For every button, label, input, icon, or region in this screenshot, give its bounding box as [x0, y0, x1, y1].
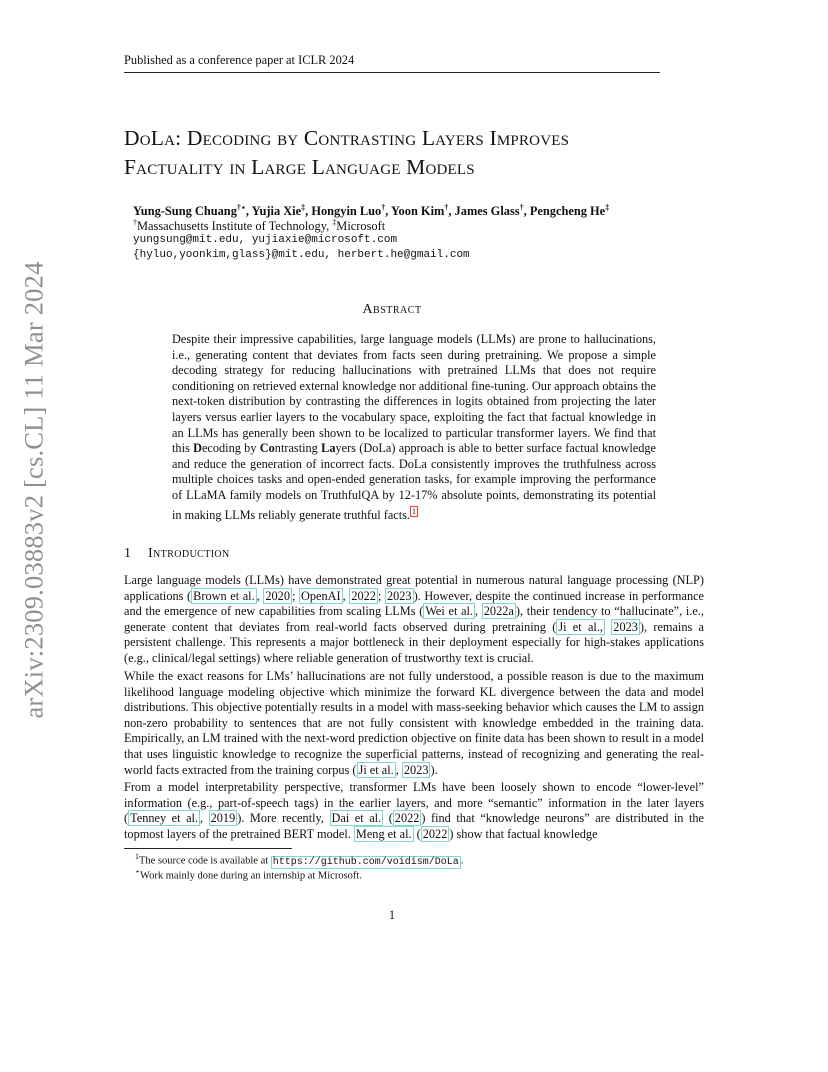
email-line-2: {hyluo,yoonkim,glass}@mit.edu, herbert.he@gmail.com	[133, 249, 470, 261]
abstract-body	[172, 332, 656, 523]
arxiv-stamp	[14, 261, 54, 719]
author-name: Yujia Xie	[251, 204, 302, 219]
author-mark: ‡	[301, 203, 306, 212]
affil-mark: †	[133, 218, 137, 227]
affil-mark: ‡	[332, 218, 337, 227]
citation-link[interactable]: Tenney et al.	[130, 811, 199, 826]
citation-link[interactable]: 2020	[265, 588, 290, 603]
paragraph-text: ), their tendency to “hallucinate”, i.e., generate content that deviates from real-world facts observed during pretraining (	[124, 604, 704, 634]
footnote-rule	[124, 848, 292, 849]
abstract-text: ntrasting	[274, 441, 322, 456]
author-mark: †	[381, 203, 386, 212]
footnote-link[interactable]: 1	[412, 506, 417, 516]
paragraph-text: ) find that “knowledge neurons” are distributed in the topmost layers of the pretrained BERT model.	[124, 811, 704, 841]
citation-link[interactable]: OpenAI	[301, 588, 341, 603]
title-line-2: Factuality in Large Language Models	[124, 155, 475, 179]
email-line-1: yungsung@mit.edu, yujiaxie@microsoft.com	[133, 234, 398, 246]
abstract-heading: Abstract	[362, 302, 422, 317]
author-name: James Glass	[454, 204, 520, 219]
arxiv-stamp-text: arXiv:2309.03883v2 [cs.CL] 11 Mar 2024	[18, 261, 49, 719]
citation-link[interactable]: 2019	[210, 811, 236, 826]
bold-letter: D	[193, 441, 202, 456]
citation-link[interactable]: 2023	[386, 588, 412, 603]
paper-title	[124, 124, 734, 182]
paragraph-text: ) show that factual knowledge	[449, 826, 598, 841]
author-mark: †⋆	[236, 203, 246, 212]
section-number: 1	[124, 546, 132, 561]
citation-link[interactable]: Dai et al.	[331, 811, 382, 826]
citation-link[interactable]: 2023	[613, 619, 638, 634]
paragraph-text: ,	[395, 762, 402, 777]
paragraph-text: ,	[475, 604, 482, 619]
affil-mit: Massachusetts Institute of Technology,	[137, 219, 333, 234]
paragraph-text: ), remains a persistent challenge. This represents a major bottleneck in their deployment especially for high-stakes applications (e.g., clinical/legal settings) where reliable generation of trustworthy text is crucial.	[124, 619, 705, 665]
footnote-text: The source code is available at	[139, 855, 271, 867]
citation-link[interactable]: Meng et al.	[355, 826, 412, 841]
paragraph-text: From a model interpretability perspective, transformer LMs have been loosely shown to encode “lower-level” information (e.g., part-of-speech tags) in the earlier layers, and more “semantic” information in the later layers (	[124, 780, 704, 826]
bold-letter: La	[321, 441, 336, 456]
running-header: Published as a conference paper at ICLR 2024	[124, 53, 660, 73]
paragraph-text: While the exact reasons for LMs’ hallucinations are not fully understood, a possible reason is due to the maximum likelihood language modeling objective which minimize the forward KL divergence between the data and model distributions. This objective potentially results in a model with mass-seeking behavior which causes the LM to assign non-zero probability to sentences that are not fully consistent with knowledge embedded in the training data. Empirically, an LM trained with the next-word prediction objective on finite data has been shown to result in a model that uses linguistic knowledge to recognize the superficial patterns, instead of recognizing and generating the real-world facts extracted from the training corpus (	[124, 669, 704, 777]
source-code-link[interactable]: https://github.com/voidism/DoLa	[272, 856, 459, 868]
footnote-mark: 1	[135, 852, 139, 861]
citation-link[interactable]: 2022	[351, 588, 376, 603]
paragraph	[124, 669, 704, 778]
citation-link[interactable]: 2022a	[483, 604, 514, 619]
section-heading	[124, 546, 230, 562]
citation-link[interactable]: 2022	[394, 811, 420, 826]
abstract-text: yers (DoLa) approach is able to better surface factual knowledge and reduce the generation of incorrect facts. DoLa consistently improves the truthfulness across multiple choices tasks and open-ended generation tasks, for example improving the performance of LLaMA family models on TruthfulQA by 12-17% absolute points, demonstrating its potential in making LLMs reliably generate truthful facts.	[172, 441, 656, 522]
citation-link[interactable]: 2023	[403, 762, 429, 777]
footnote-2	[135, 867, 362, 882]
paragraph-text: ). However, despite the continued increase in performance and the emergence of new capabilities from scaling LLMs (	[124, 588, 705, 619]
paragraph-text: (	[383, 811, 393, 826]
bold-letter: Co	[259, 441, 275, 456]
paragraph	[124, 573, 704, 667]
citation-link[interactable]: Brown et al.	[193, 588, 255, 603]
paragraph-text: ;	[377, 588, 385, 603]
abstract-text: Despite their impressive capabilities, large language models (LLMs) are prone to hallucinations, i.e., generating content that deviates from facts seen during pretraining. We propose a simple decoding strategy for reducing hallucinations with pretrained LLMs that does not require conditioning on retrieved external knowledge nor additional fine-tuning. Our approach obtains the next-token distribution by contrasting the differences in logits obtained from projecting the later layers versus earlier layers to the vocabulary space, exploiting the fact that factual knowledge in an LLMs has generally been shown to be localized to particular transformer layers. We find that this	[172, 332, 656, 456]
author-mark: †	[519, 203, 524, 212]
paragraph-text: ). More recently,	[237, 811, 330, 826]
author-name: Yung-Sung Chuang	[133, 204, 237, 219]
footnote-mark: ⋆	[135, 867, 141, 876]
author-mark: ‡	[605, 203, 610, 212]
footnote-1	[135, 852, 463, 868]
citation-link[interactable]: Wei et al.	[425, 604, 474, 619]
affil-microsoft: Microsoft	[336, 219, 386, 234]
author-name: Hongyin Luo	[311, 204, 382, 219]
title-line-1: DoLa: Decoding by Contrasting Layers Improves	[124, 126, 570, 150]
citation-link[interactable]: Ji et al.	[358, 762, 394, 777]
paragraph	[124, 780, 704, 842]
footnote-text: .	[460, 855, 464, 867]
author-name: Yoon Kim	[390, 204, 445, 219]
paragraph-text: (	[413, 826, 421, 841]
section-title: Introduction	[148, 546, 230, 561]
paragraph-text: ).	[430, 762, 438, 777]
page-number: 1	[388, 908, 396, 922]
paragraph-text: ,	[200, 811, 209, 826]
paragraph-text: ;	[291, 588, 300, 603]
affiliations	[133, 218, 385, 234]
paragraph-text: ,	[342, 588, 350, 603]
citation-link[interactable]: Ji et al.,	[558, 619, 603, 634]
citation-link[interactable]: 2022	[422, 826, 448, 841]
author-name: Pengcheng He	[529, 204, 606, 219]
author-mark: †	[444, 203, 449, 212]
footnote-text: Work mainly done during an internship at Microsoft.	[140, 870, 362, 882]
paragraph-text: ,	[256, 588, 264, 603]
author-list: Yung-Sung Chuang†⋆, Yujia Xie‡, Hongyin Luo†, Yoon Kim†, James Glass†, Pengcheng He‡	[133, 203, 610, 219]
abstract-text: ecoding by	[201, 441, 260, 456]
paragraph-text: Large language models (LLMs) have demonstrated great potential in numerous natural language processing (NLP) applications (	[124, 573, 704, 603]
